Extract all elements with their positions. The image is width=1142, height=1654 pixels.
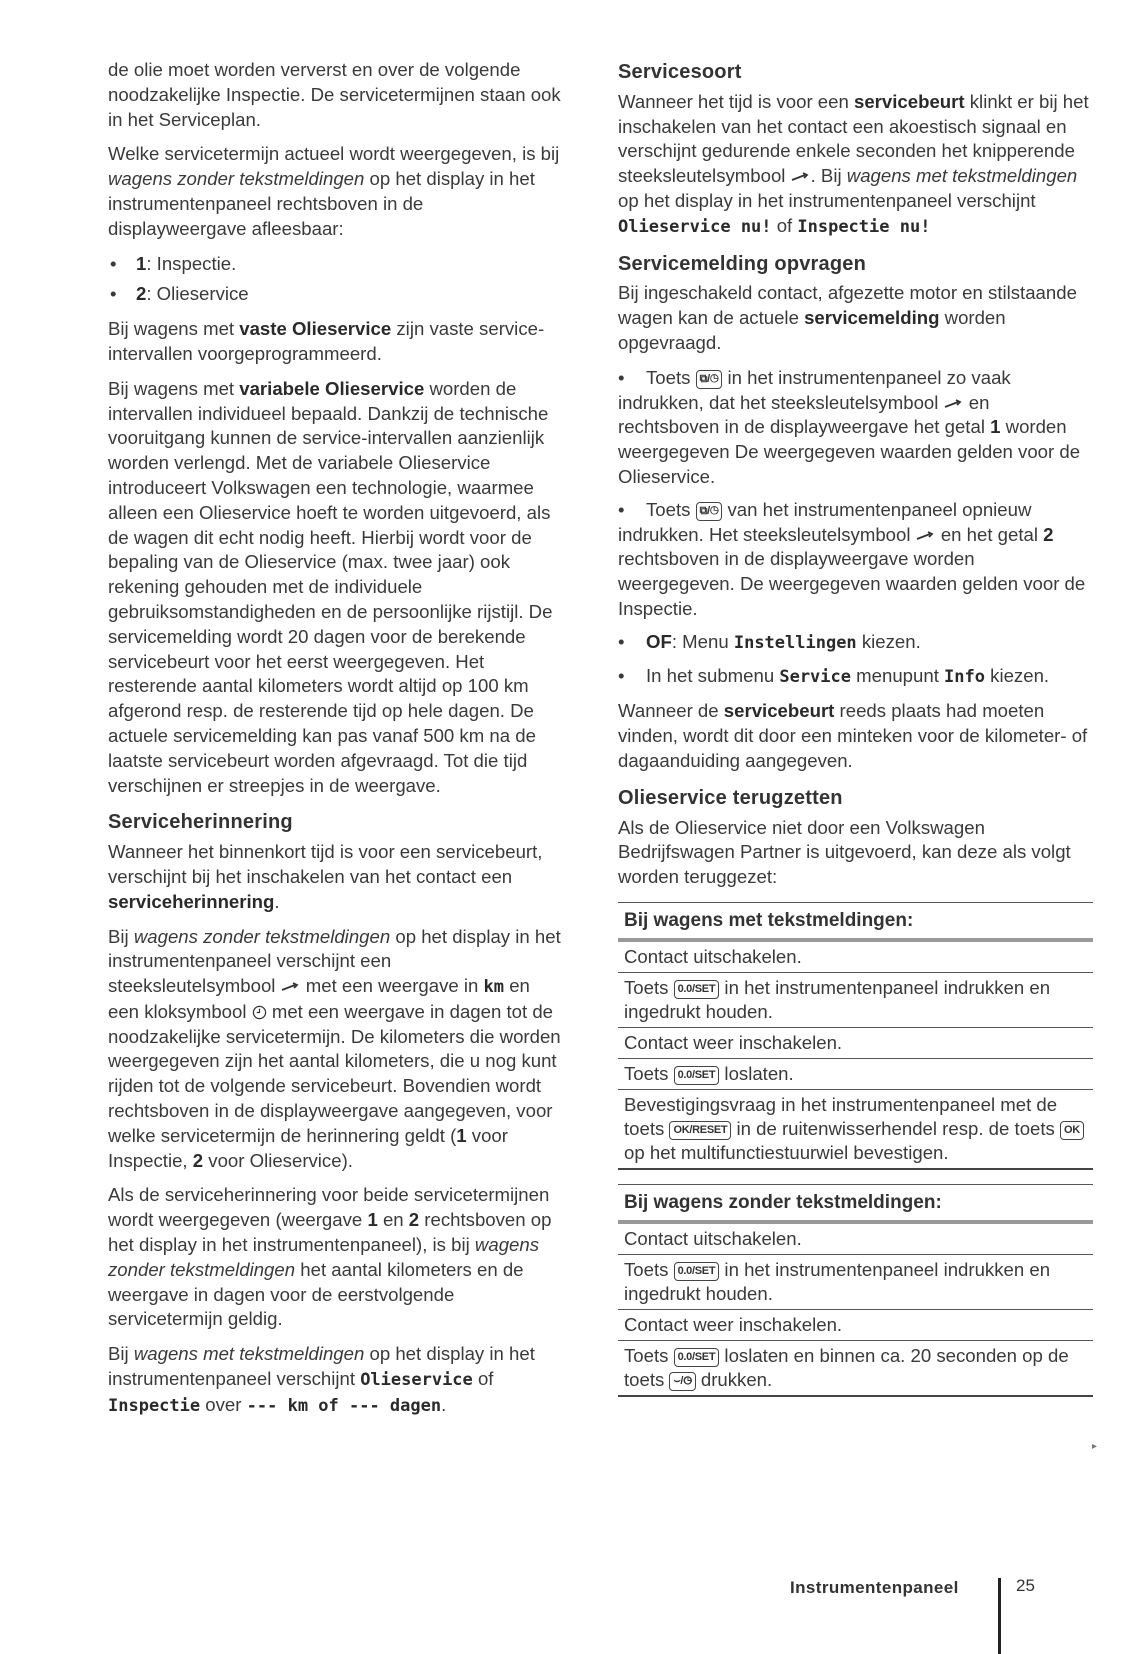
- bullet: •: [618, 498, 625, 520]
- wrench-icon: [944, 399, 964, 409]
- paragraph: de olie moet worden ververst en over de volgende noodzakelijke Inspectie. De servicetermijnen staan ook in het Serviceplan.: [108, 59, 561, 130]
- set-key-icon: 0.0/SET: [674, 1348, 720, 1367]
- wrench-icon: [916, 531, 936, 541]
- procedure-table-met-tekstmeldingen: [618, 902, 1093, 1170]
- right-column: [618, 58, 1093, 1411]
- table-row: Toets 0.0/SET in het instrumentenpaneel indrukken en ingedrukt houden.: [618, 972, 1093, 1027]
- section-heading-olieservice-terugzetten: Olieservice terugzetten: [618, 786, 843, 809]
- footer-divider: [998, 1578, 1001, 1654]
- section-heading-serviceherinnering: Serviceherinnering: [108, 811, 293, 834]
- bullet: •: [618, 366, 625, 388]
- page-number: 25: [1016, 1576, 1035, 1595]
- paragraph: Als de Olieservice niet door een Volkswagen Bedrijfswagen Partner is uitgevoerd, kan deze als volgt worden teruggezet:: [618, 816, 1071, 888]
- section-heading-servicesoort: Servicesoort: [618, 61, 742, 83]
- section-heading-servicemelding-opvragen: Servicemelding opvragen: [618, 252, 867, 275]
- step-item: • In het submenu Service menupunt Info kiezen.: [618, 664, 1050, 687]
- ok-reset-key-icon: OK/RESET: [669, 1121, 731, 1140]
- paragraph: Wanneer de servicebeurt reeds plaats had moeten vinden, wordt dit door een minteken voor de kilometer- of dagaanduiding aangegeven.: [618, 700, 1088, 771]
- paragraph: Wanneer het tijd is voor een servicebeurt klinkt er bij het inschakelen van het contact een akoestisch signaal en verschijnt gedurende enkele seconden het knipperende steeksleutelsymbool . Bij wagens met tekstmeldingen op het display in het instrumentenpaneel verschijnt Olieservice nu! of Inspectie nu!: [618, 90, 1089, 237]
- footer-section-title: Instrumentenpaneel: [790, 1578, 959, 1597]
- paragraph: Bij ingeschakeld contact, afgezette motor en stilstaande wagen kan de actuele servicemelding worden opgevraagd.: [618, 282, 1077, 353]
- paragraph: Wanneer het binnenkort tijd is voor een servicebeurt, verschijnt bij het inschakelen van het contact een serviceherinnering.: [108, 841, 543, 912]
- paragraph: Bij wagens met vaste Olieservice zijn vaste service-intervallen voorgeprogrammeerd.: [108, 318, 545, 364]
- table-row: Contact weer inschakelen.: [618, 1027, 1093, 1058]
- table-header: Bij wagens met tekstmeldingen:: [618, 902, 1093, 939]
- service-term-list: [108, 252, 563, 308]
- wrench-icon: [281, 982, 301, 992]
- procedure-table-zonder-tekstmeldingen: [618, 1184, 1093, 1397]
- set-key-icon: 0.0/SET: [674, 1066, 720, 1085]
- step-item: • Toets ⧉/◷ van het instrumentenpaneel opnieuw indrukken. Het steeksleutelsymbool en het getal 2 rechtsboven in de displayweergave worden weergegeven. De weergegeven waarden gelden voor de Inspectie.: [618, 498, 1086, 619]
- table-row: Toets 0.0/SET loslaten.: [618, 1058, 1093, 1089]
- step-item: • OF: Menu Instellingen kiezen.: [618, 630, 921, 653]
- paragraph: Welke servicetermijn actueel wordt weergegeven, is bij wagens zonder tekstmeldingen op het display in het instrumentenpaneel rechtsboven in de displayweergave afleesbaar:: [108, 143, 560, 239]
- clock-icon: [252, 1005, 267, 1020]
- left-column: [108, 58, 563, 1429]
- trip-clock-key-icon: ⧉/◷: [696, 502, 723, 521]
- ok-key-icon: OK: [1060, 1121, 1084, 1140]
- set-key-icon: 0.0/SET: [674, 1262, 720, 1281]
- trip-clock-key-icon: ⧉/◷: [696, 370, 723, 389]
- step-item: • Toets ⧉/◷ in het instrumentenpaneel zo vaak indrukken, dat het steeksleutelsymbool en rechtsboven in de displayweergave het getal 1 worden weergegeven De weergegeven waarden gelden voor de Olieservice.: [618, 366, 1081, 487]
- table-row: Bevestigingsvraag in het instrumentenpaneel met de toets OK/RESET in de ruitenwisserhendel resp. de toets OK op het multifunctiestuurwiel bevestigen.: [618, 1089, 1093, 1169]
- paragraph: Bij wagens met variabele Olieservice worden de intervallen individueel bepaald. Dankzij de technische vooruitgang kunnen de service-intervallen aanzienlijk worden verlengd. Met de variabele Olieservice introduceert Volkswagen een technologie, waarmee alleen een Olieservice hoeft te worden uitgevoerd, als de wagen dit echt nodig heeft. Hierbij wordt voor de bepaling van de Olieservice (max. twee jaar) ook rekening gehouden met de individuele gebruiksomstandigheden en de persoonlijke rijstijl. De servicemelding wordt 20 dagen voor de berekende servicebeurt voor het eerst weergegeven. Het resterende aantal kilometers wordt altijd op 100 km afgerond resp. de resterende tijd op hele dagen. De actuele servicemelding kan pas vanaf 500 km na de laatste servicebeurt worden afgevraagd. Tot die tijd verschijnen er streepjes in de weergave.: [108, 377, 553, 796]
- table-row: Contact uitschakelen.: [618, 1222, 1093, 1255]
- list-item: • 1: Inspectie.: [108, 252, 563, 277]
- step-list: [618, 366, 1093, 690]
- paragraph: Bij wagens met tekstmeldingen op het display in het instrumentenpaneel verschijnt Olieservice of Inspectie over --- km of --- dagen.: [108, 1343, 535, 1416]
- table-header: Bij wagens zonder tekstmeldingen:: [618, 1184, 1093, 1221]
- list-item: • 2: Olieservice: [108, 282, 563, 307]
- paragraph: Bij wagens zonder tekstmeldingen op het display in het instrumentenpaneel verschijnt een steeksleutelsymbool met een weergave in km en een kloksymbool met een weergave in dagen tot de noodzakelijke servicetermijn. De kilometers die worden weergegeven zijn het aantal kilometers, die u nog kunt rijden tot de volgende servicebeurt. Bovendien wordt rechtsboven in de displayweergave aangegeven, voor welke servicetermijn de herinnering geldt (1 voor Inspectie, 2 voor Olieservice).: [108, 925, 561, 1171]
- table-row: Contact weer inschakelen.: [618, 1309, 1093, 1340]
- table-row: Toets 0.0/SET loslaten en binnen ca. 20 seconden op de toets ⌣/◷ drukken.: [618, 1340, 1093, 1396]
- continuation-mark-icon: ▸: [1092, 1441, 1098, 1452]
- table-row: Contact uitschakelen.: [618, 940, 1093, 973]
- set-key-icon: 0.0/SET: [674, 980, 720, 999]
- paragraph: Als de serviceherinnering voor beide servicetermijnen wordt weergegeven (weergave 1 en 2 rechtsboven op het display in het instrumentenpaneel), is bij wagens zonder tekstmeldingen het aantal kilometers en de weergave in dagen voor de eerstvolgende servicetermijn geldig.: [108, 1184, 552, 1330]
- reset-clock-key-icon: ⌣/◷: [669, 1372, 695, 1391]
- wrench-icon: [791, 172, 811, 182]
- bullet: •: [618, 630, 625, 652]
- table-row: Toets 0.0/SET in het instrumentenpaneel indrukken en ingedrukt houden.: [618, 1254, 1093, 1309]
- bullet: •: [618, 664, 625, 686]
